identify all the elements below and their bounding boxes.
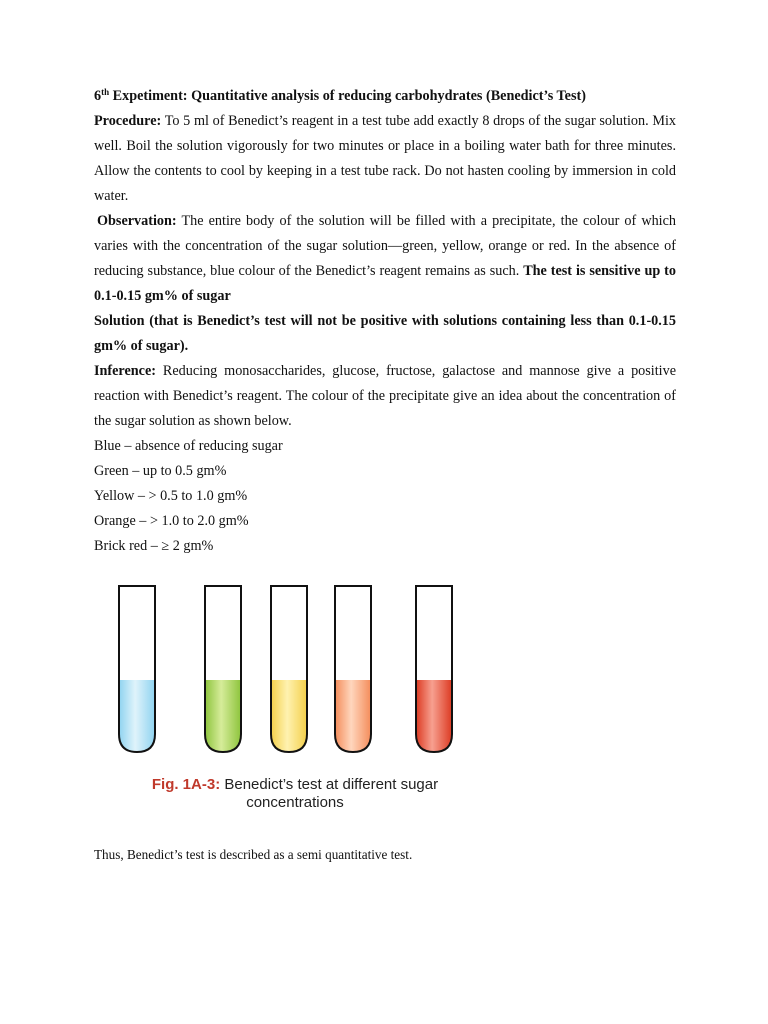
tube-liquid-green (205, 680, 241, 752)
procedure-text: To 5 ml of Benedict’s reagent in a test tube add exactly 8 drops of the sugar solution. Mix well. Boil the solution vigorously for two minutes or place in a boiling water bath for three minutes. Allow the contents to cool by keeping in a test tube rack. Do not hasten cooling by immersion in cold water. (94, 113, 676, 204)
procedure-paragraph (94, 109, 676, 209)
figure-caption (135, 776, 455, 812)
solution-paragraph: Solution (that is Benedict’s test will not be positive with solutions containing less than 0.1-0.15 gm% of sugar). (94, 313, 676, 354)
figure-label: Fig. 1A-3: (151, 776, 221, 793)
document-body (94, 84, 676, 559)
observation-paragraph (94, 209, 676, 309)
title-number: 6 (94, 88, 102, 104)
test-tube-green (198, 584, 248, 756)
test-tube-orange (328, 584, 378, 756)
observation-text: The entire body of the solution will be filled with a precipitate, the colour of which varies with the concentration of the sugar solution—green, yellow, orange or red. In the absence of reducing substance, blue colour of the Benedict’s reagent remains as such. (94, 213, 676, 279)
observation-label: Observation: (97, 213, 177, 229)
procedure-label: Procedure: (94, 113, 162, 129)
test-tube-yellow (264, 584, 314, 756)
sensitivity-note: The test is sensitive up to 0.1-0.15 gm% of sugar (94, 263, 676, 304)
tube-liquid-orange (335, 680, 371, 752)
test-tube-figure (112, 584, 442, 754)
color-list-item: Brick red – ≥ 2 gm% (94, 538, 214, 554)
color-list-item: Green – up to 0.5 gm% (94, 463, 227, 479)
closing-sentence: Thus, Benedict’s test is described as a semi quantitative test. (94, 847, 413, 862)
color-list-item: Blue – absence of reducing sugar (94, 438, 283, 454)
inference-text: Reducing monosaccharides, glucose, fructose, galactose and mannose give a positive reaction with Benedict’s reagent. The colour of the precipitate give an idea about the concentration of the sugar solution as shown below. (94, 363, 677, 429)
test-tube-red (409, 584, 459, 756)
test-tube-blue (112, 584, 162, 756)
title-text: Expetiment: Quantitative analysis of reducing carbohydrates (Benedict’s Test) (109, 88, 586, 104)
tube-liquid-red (416, 680, 452, 752)
color-list-item: Yellow – > 0.5 to 1.0 gm% (94, 488, 248, 504)
tube-liquid-yellow (271, 680, 307, 752)
color-list (94, 434, 676, 559)
title-superscript: th (101, 87, 110, 97)
color-list-item: Orange – > 1.0 to 2.0 gm% (94, 513, 249, 529)
inference-label: Inference: (94, 363, 156, 379)
tube-liquid-blue (119, 680, 155, 752)
experiment-title (94, 84, 676, 109)
inference-paragraph (94, 359, 676, 434)
figure-caption-text: Benedict’s test at different sugar concentrations (220, 776, 439, 811)
